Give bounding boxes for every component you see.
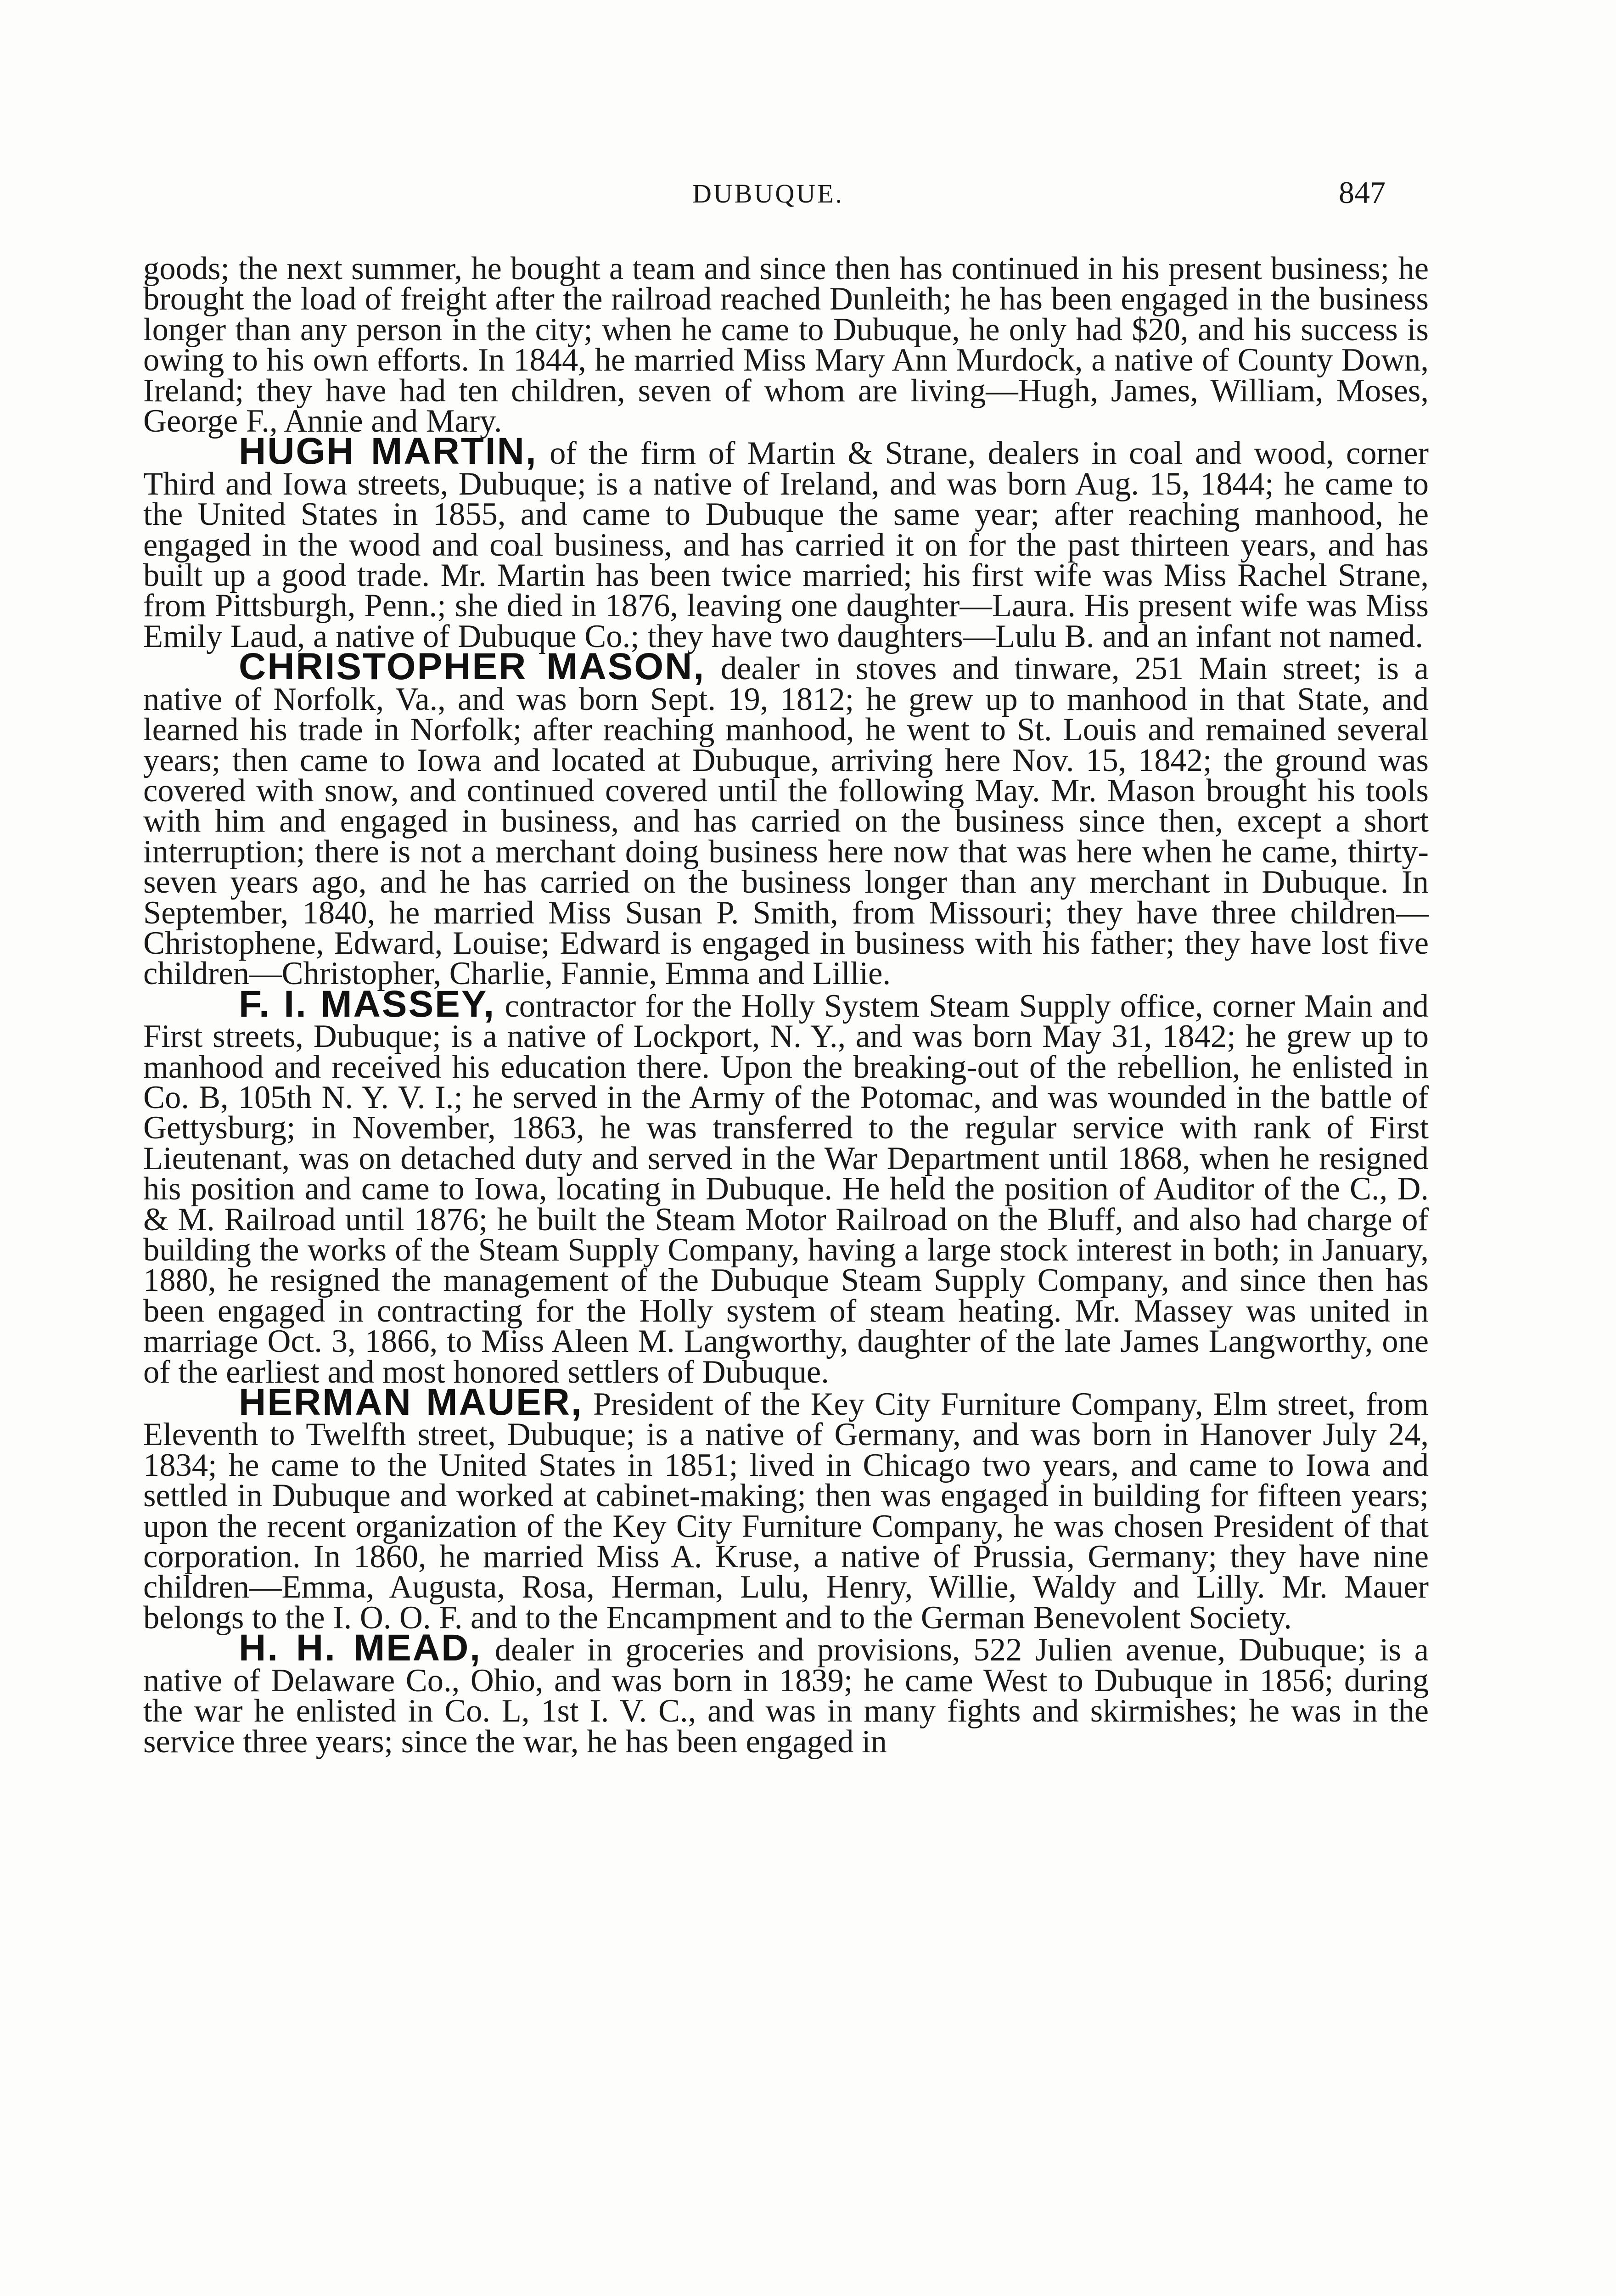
entry-text: dealer in groceries and provisions, 522 Julien avenue, Dubuque; is a native of Delaware Co., Ohio, and was born in 1839; he came West to Dubuque in 1856; during the war he enlisted in Co. L, 1st I. V. C., and was in many fights and skirmishes; he was in the service three years; since the war, he has been engaged in [143, 1632, 1429, 1760]
entry-text: dealer in stoves and tinware, 251 Main street; is a native of Norfolk, Va., and was born Sept. 19, 1812; he grew up to manhood in that State, and learned his trade in Norfolk; after reaching manhood, he went to St. Louis and remained several years; then came to Iowa and located at Dubuque, arriving here Nov. 15, 1842; the ground was covered with snow, and continued covered until the following May. Mr. Mason brought his tools with him and engaged in business, and has carried on the business since then, except a short interruption; there is not a merchant doing business here now that was here when he came, thirty-seven years ago, and he has carried on the business longer than any merchant in Dubuque. In September, 1840, he married Miss Susan P. Smith, from Missouri; they have three children—Christophene, Edward, Louise; Edward is engaged in business with his father; they have lost five children—Christopher, Charlie, Fannie, Emma and Lillie. [143, 651, 1429, 992]
entry-text: of the firm of Martin & Strane, dealers in coal and wood, corner Third and Iowa streets, Dubuque; is a native of Ireland, and was born Aug. 15, 1844; he came to the United States in 1855, and came to Dubuque the same year; after reaching manhood, he engaged in the wood and coal business, and has carried it on for the past thirteen years, and has built up a good trade. Mr. Martin has been twice married; his first wife was Miss Rachel Strane, from Pittsburgh, Penn.; she died in 1876, leaving one daughter—Laura. His present wife was Miss Emily Laud, a native of Dubuque Co.; they have two daughters—Lulu B. and an infant not named. [143, 435, 1429, 654]
body-text [143, 251, 1429, 1760]
entry-text: President of the Key City Furniture Company, Elm street, from Eleventh to Twelfth street, Dubuque; is a native of Germany, and was born in Hanover July 24, 1834; he came to the United States in 1851; lived in Chicago two years, and came to Iowa and settled in Dubuque and worked at cabinet-making; then was engaged in building for fifteen years; upon the recent organization of the Key City Furniture Company, he was chosen President of that corporation. In 1860, he married Miss A. Kruse, a native of Prussia, Germany; they have nine children—Emma, Augusta, Rosa, Herman, Lulu, Henry, Willie, Waldy and Lilly. Mr. Mauer belongs to the I. O. O. F. and to the Encampment and to the German Benevolent Society. [143, 1386, 1429, 1636]
entry-name: HUGH MARTIN, [239, 430, 538, 473]
entry-text: contractor for the Holly System Steam Supply office, corner Main and First streets, Dubuque; is a native of Lockport, N. Y., and was born May 31, 1842; he grew up to manhood and received his education there. Upon the breaking-out of the rebellion, he enlisted in Co. B, 105th N. Y. V. I.; he served in the Army of the Potomac, and was wounded in the battle of Gettysburg; in November, 1863, he was transferred to the regular service with rank of First Lieutenant, was on detached duty and served in the War Department until 1868, when he resigned his position and came to Iowa, locating in Dubuque. He held the position of Auditor of the C., D. & M. Railroad until 1876; he built the Steam Motor Railroad on the Bluff, and also had charge of building the works of the Steam Supply Company, having a large stock interest in both; in January, 1880, he resigned the management of the Dubuque Steam Supply Company, and since then has been engaged in contracting for the Holly system of steam heating. Mr. Massey was united in marriage Oct. 3, 1866, to Miss Aleen M. Langworthy, daughter of the late James Langworthy, one of the earliest and most honored settlers of Dubuque. [143, 988, 1429, 1390]
entry-name: HERMAN MAUER, [239, 1381, 583, 1424]
entry-hugh-martin [143, 430, 1429, 654]
entry-name: F. I. MASSEY, [239, 983, 496, 1025]
page-number: 847 [1339, 175, 1386, 210]
entry-f-i-massey [143, 983, 1429, 1390]
entry-herman-mauer [143, 1381, 1429, 1636]
continuation-paragraph: goods; the next summer, he bought a team and since then has continued in his present business; he brought the load of freight after the railroad reached Dunleith; he has been engaged in the business longer than any person in the city; when he came to Dubuque, he only had $20, and his success is owing to his own efforts. In 1844, he married Miss Mary Ann Murdock, a native of County Down, Ireland; they have had ten children, seven of whom are living—Hugh, James, William, Moses, George F., Annie and Mary. [143, 251, 1429, 439]
entry-name: H. H. MEAD, [239, 1627, 482, 1669]
running-head: DUBUQUE. [692, 179, 844, 208]
entry-christopher-mason [143, 646, 1429, 992]
entry-name: CHRISTOPHER MASON, [239, 646, 706, 688]
entry-h-h-mead [143, 1627, 1429, 1760]
